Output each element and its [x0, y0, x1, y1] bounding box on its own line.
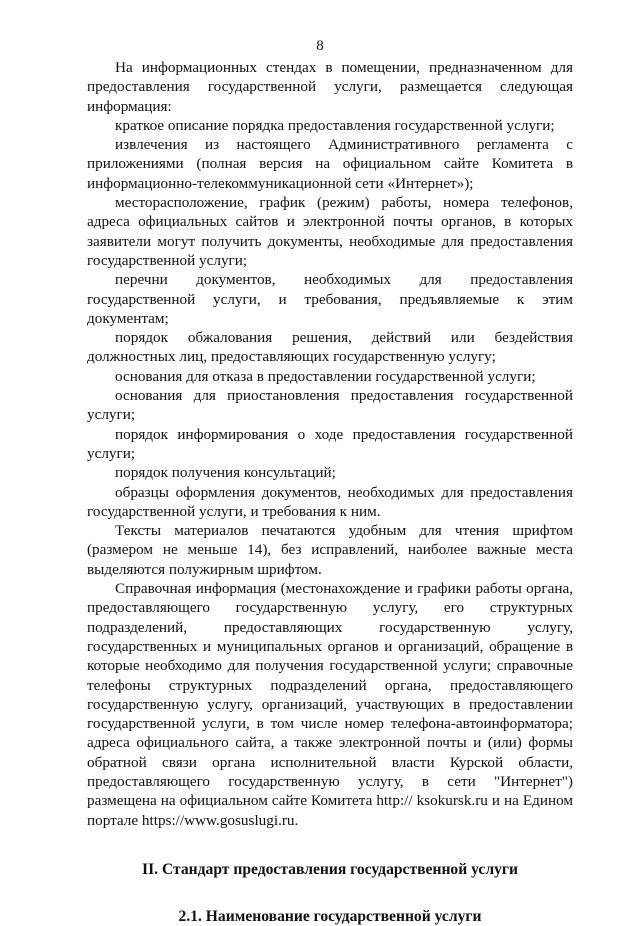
list-item-location-schedule: месторасположение, график (режим) работы, номера телефонов, адреса официальных сайтов и электронной почты органов, в которых заявители могут получить документы, необходимые для предоставления государственной услуги; [87, 194, 573, 269]
list-item-appeal-procedure: порядок обжалования решения, действий или бездействия должностных лиц, предоставляющих государственную услугу; [87, 329, 573, 366]
list-item-document-lists: перечни документов, необходимых для предоставления государственной услуги, и требования, предъявляемые к этим документам; [87, 271, 573, 327]
list-item-consultations: порядок получения консультаций; [115, 464, 336, 482]
paragraph-reference-information: Справочная информация (местонахождение и графики работы органа, предоставляющего государственную услугу, его структурных подразделений, предоставляющих государственную услугу, государственных и муниципальных органов и организаций, обращение в которые необходимо для получения государственной услуги; справочные телефоны структурных подразделений органа, предоставляющего государственную услугу, организаций, участвующих в предоставлении государственной услуги, в том числе номер телефона-автоинформатора; адреса официального сайта, а также электронной почты и (или) формы обратной связи органа исполнительной власти Курской области, предоставляющего государственную услугу, в сети "Интернет") размещена на официальном сайте Комитета http:// ksokursk.ru и на Едином портале https://www.gosuslugi.ru. [87, 580, 573, 829]
list-item-regulation-extracts: извлечения из настоящего Административного регламента с приложениями (полная версия на официальном сайте Комитета в информационно-телекоммуникационной сети «Интернет»); [87, 136, 573, 192]
section-heading: II. Стандарт предоставления государственной услуги [142, 860, 518, 878]
list-item-refusal-grounds: основания для отказа в предоставлении государственной услуги; [115, 367, 536, 385]
list-item-suspension-grounds: основания для приостановления предоставления государственной услуги; [87, 387, 573, 424]
paragraph-font-requirements: Тексты материалов печатаются удобным для чтения шрифтом (размером не меньше 14), без исправлений, наиболее важные места выделяются полужирным шрифтом. [87, 522, 573, 578]
list-item-progress-information: порядок информирования о ходе предоставления государственной услуги; [87, 425, 573, 462]
page-number: 8 [316, 38, 324, 54]
list-item-procedure-description: краткое описание порядка предоставления государственной услуги; [115, 116, 555, 134]
subsection-heading: 2.1. Наименование государственной услуги [178, 908, 482, 926]
list-item-document-samples: образцы оформления документов, необходимых для предоставления государственной услуги, и требования к ним. [87, 483, 573, 520]
paragraph-stands-intro: На информационных стендах в помещении, предназначенном для предоставления государственной услуги, размещается следующая информация: [87, 59, 573, 115]
document-body [87, 58, 573, 926]
